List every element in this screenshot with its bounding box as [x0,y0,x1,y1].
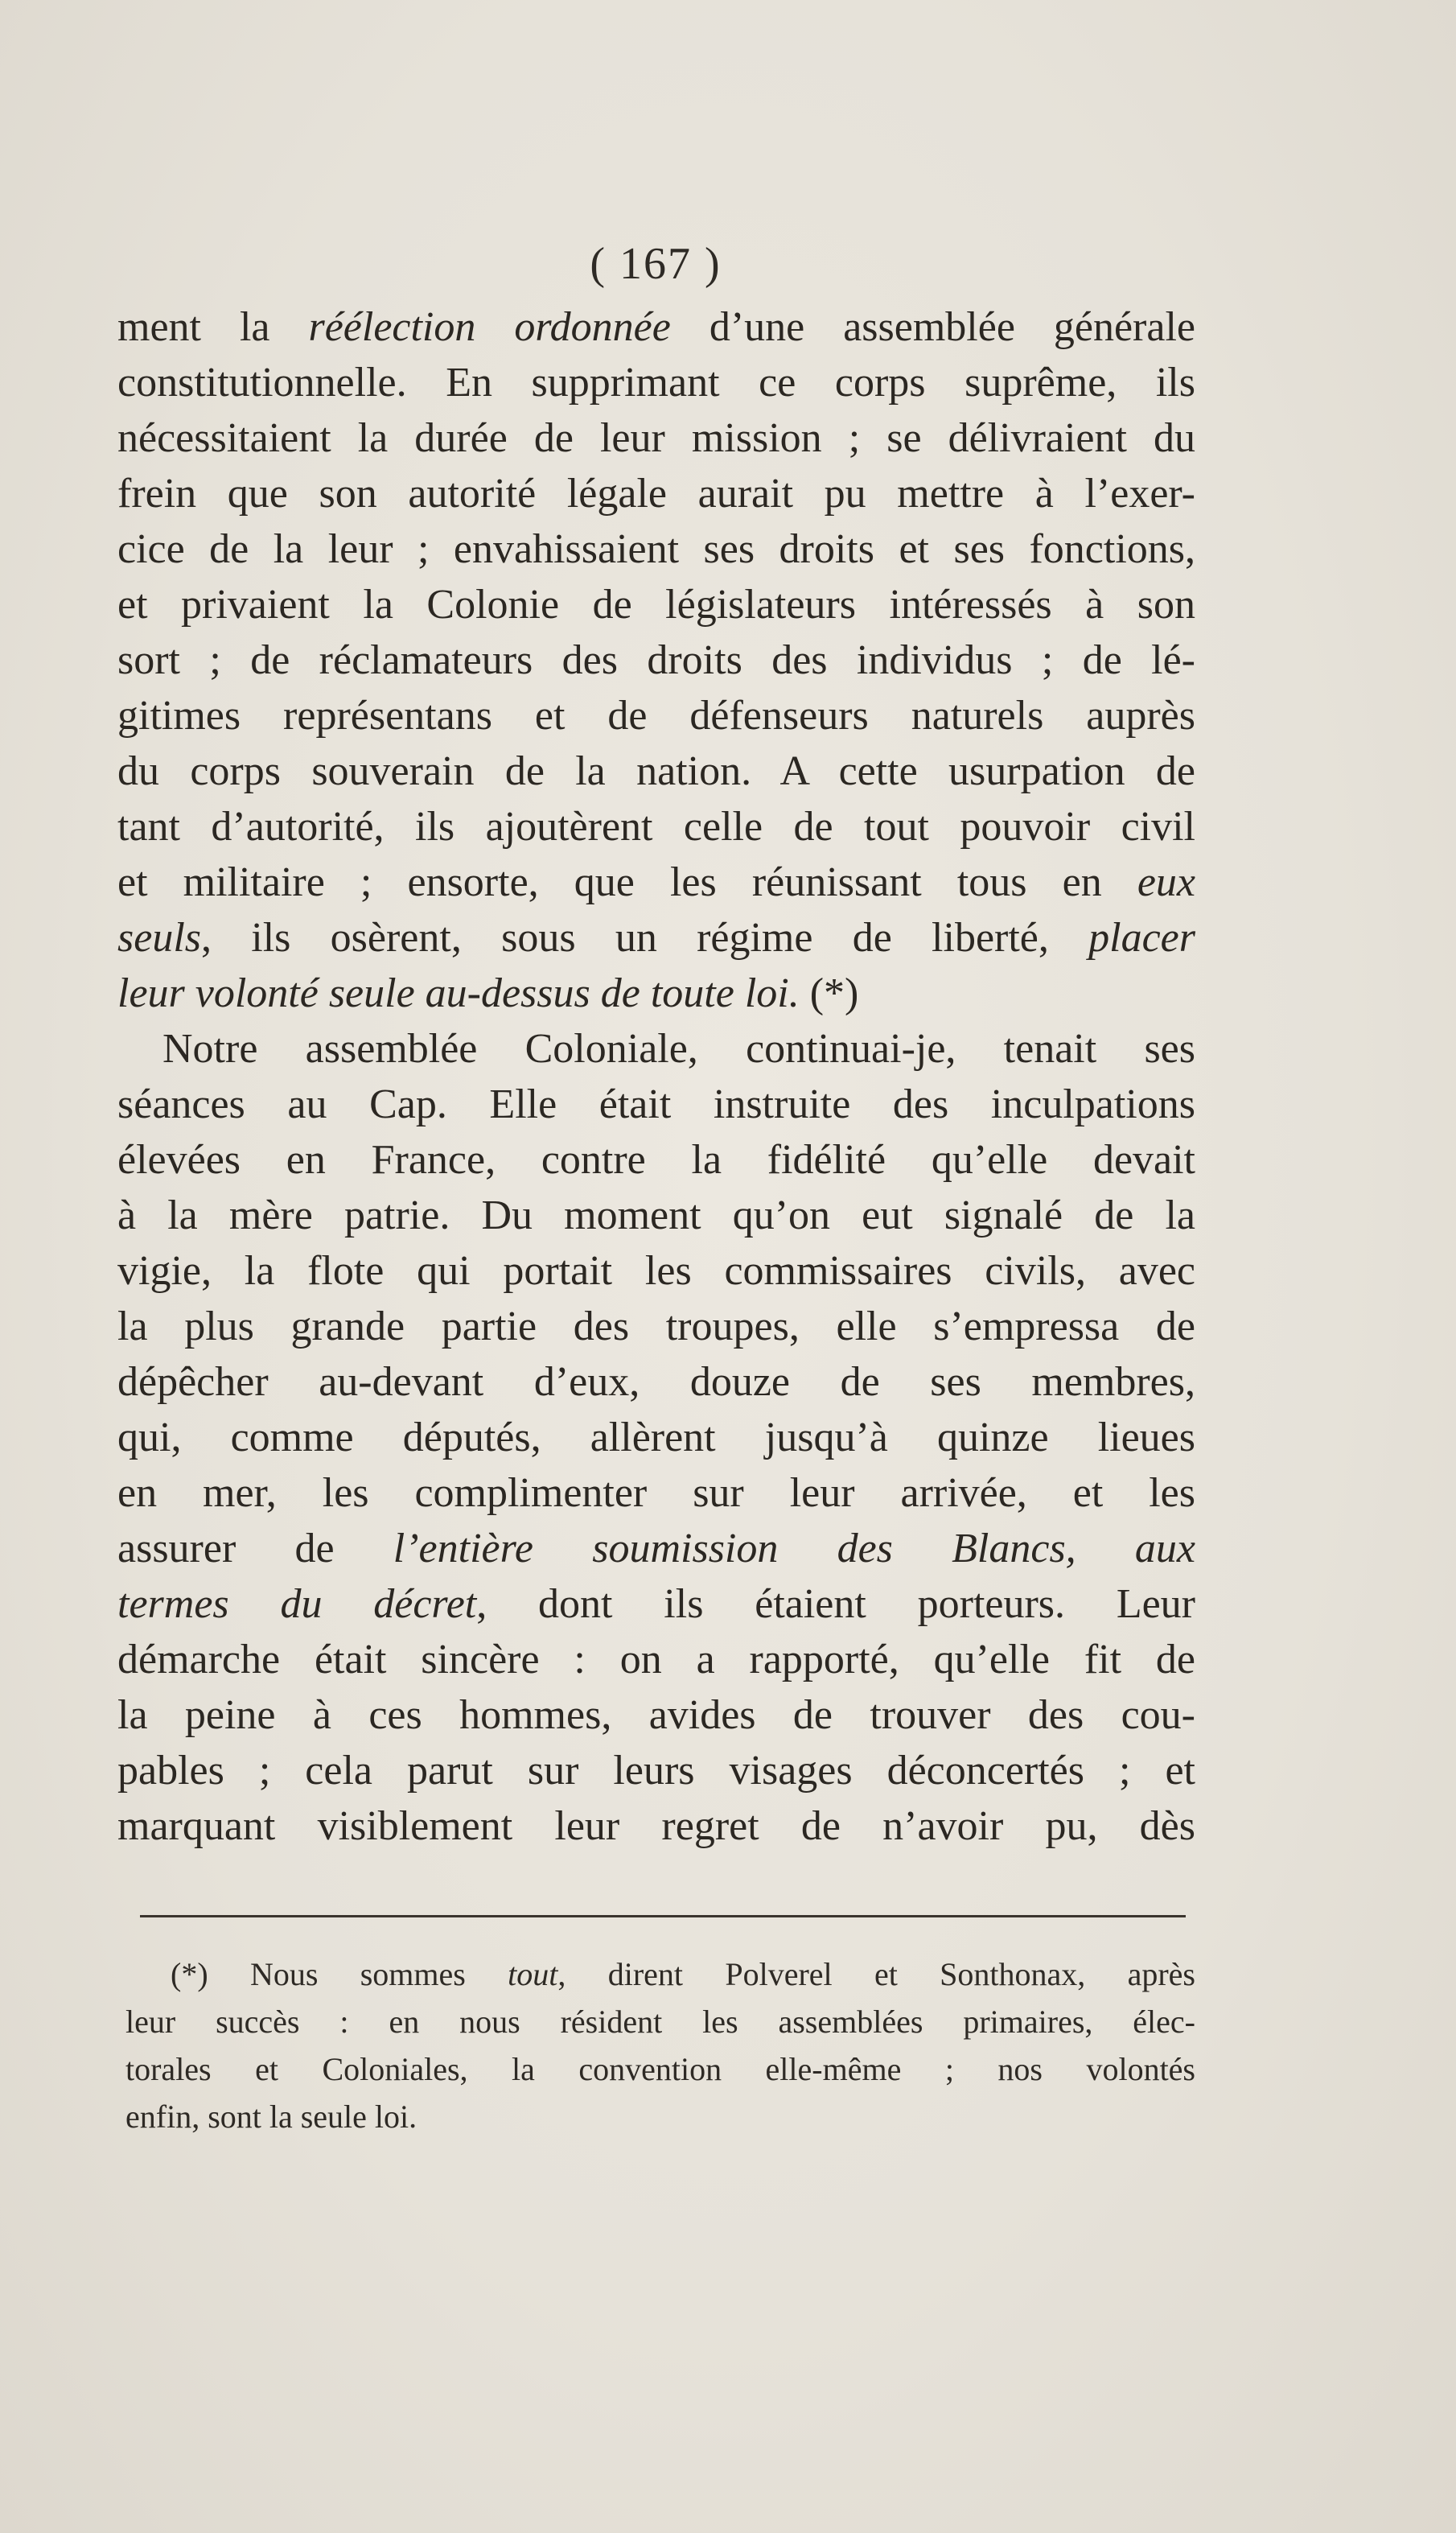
body-line [117,1798,1195,1854]
body-line [117,1299,1195,1354]
body-segment: ment la [117,304,309,350]
body-segment: pables ; cela parut sur leurs visages déconcertés ; et [117,1748,1195,1794]
body-line [117,410,1195,466]
body-line [117,1743,1195,1798]
body-segment: qui, comme députés, allèrent jusqu’à quinze lieues [117,1415,1195,1460]
body-segment: la peine à ces hommes, avides de trouver des cou- [117,1692,1195,1738]
body-segment: gitimes représentans et de défenseurs naturels auprès [117,693,1195,739]
body-line [117,799,1195,855]
body-segment: , ils osèrent, sous un régime de liberté, [201,915,1089,961]
body-line [117,1132,1195,1188]
body-line [117,299,1195,355]
body-line [117,1188,1195,1243]
body-italic-segment: réélection ordonnée [308,304,671,350]
footnote-segment: enfin, sont la seule loi. [125,2098,417,2135]
body-italic-segment: seuls [117,915,201,961]
footnote-segment: torales et Coloniales, la convention elle-même ; nos volontés [125,2051,1195,2087]
body-segment: du corps souverain de la nation. A cette usurpation de [117,748,1195,794]
body-line [117,1021,1195,1077]
body-line [117,1521,1195,1576]
body-line [117,966,1195,1021]
body-italic-segment: termes du décret [117,1581,477,1627]
body-italic-segment: leur volonté seule au-dessus de toute loi. [117,970,800,1016]
footnote-segment: (*) Nous sommes [171,1956,508,1992]
footnote-line [125,2045,1195,2093]
body-line [117,1576,1195,1632]
body-segment: marquant visiblement leur regret de n’avoir pu, dès [117,1803,1195,1849]
body-segment: séances au Cap. Elle était instruite des inculpations [117,1081,1195,1127]
body-segment: sort ; de réclamateurs des droits des individus ; de lé- [117,637,1195,683]
body-line [117,688,1195,743]
body-line [117,1354,1195,1410]
body-line [117,1077,1195,1132]
body-segment: à la mère patrie. Du moment qu’on eut signalé de la [117,1192,1195,1238]
body-segment: la plus grande partie des troupes, elle s’empressa de [117,1304,1195,1349]
body-segment: nécessitaient la durée de leur mission ; se délivraient du [117,415,1195,461]
body-segment: dépêcher au-devant d’eux, douze de ses membres, [117,1359,1195,1405]
body-line [117,743,1195,799]
body-italic-segment: placer [1088,915,1195,961]
footnote-line [125,1998,1195,2045]
body-segment: vigie, la flote qui portait les commissaires civils, avec [117,1248,1195,1294]
body-segment: démarche était sincère : on a rapporté, qu’elle fit de [117,1637,1195,1682]
body-line [117,1410,1195,1465]
body-segment: (*) [799,970,859,1016]
body-text [117,299,1195,1854]
footnote-separator-rule [140,1915,1186,1917]
footnote-segment: , dirent Polverel et Sonthonax, après [557,1956,1195,1992]
body-line [117,632,1195,688]
body-line [117,1465,1195,1521]
body-segment: d’une assemblée générale [670,304,1195,350]
body-segment: cice de la leur ; envahissaient ses droits et ses fonctions, [117,526,1195,572]
body-segment: assurer de [117,1526,393,1571]
footnote-text [125,1950,1195,2140]
body-segment: tant d’autorité, ils ajoutèrent celle de tout pouvoir civil [117,804,1195,850]
footnote-segment: leur succès : en nous résident les assemblées primaires, élec- [125,2004,1195,2040]
body-segment: élevées en France, contre la fidélité qu’elle devait [117,1137,1195,1183]
body-line [117,355,1195,410]
body-line [117,1243,1195,1299]
body-segment: et militaire ; ensorte, que les réunissant tous en [117,859,1137,905]
body-italic-segment: eux [1137,859,1195,905]
body-line [117,466,1195,521]
body-segment: , dont ils étaient porteurs. Leur [476,1581,1195,1627]
page-number: ( 167 ) [590,239,722,289]
body-line [117,855,1195,910]
footnote-line [125,2093,1195,2140]
body-segment: Notre assemblée Coloniale, continuai-je, tenait ses [162,1026,1195,1072]
body-segment: et privaient la Colonie de législateurs intéressés à son [117,582,1195,628]
body-line [117,1632,1195,1687]
body-line [117,577,1195,632]
footnote-italic-segment: tout [508,1956,558,1992]
body-italic-segment: l’entière soumission des Blancs, aux [393,1526,1195,1571]
body-segment: frein que son autorité légale aurait pu mettre à l’exer- [117,471,1195,517]
body-line [117,521,1195,577]
body-line [117,1687,1195,1743]
body-line [117,910,1195,966]
body-segment: en mer, les complimenter sur leur arrivée, et les [117,1470,1195,1516]
body-segment: constitutionnelle. En supprimant ce corps suprême, ils [117,360,1195,406]
footnote-line [125,1950,1195,1998]
